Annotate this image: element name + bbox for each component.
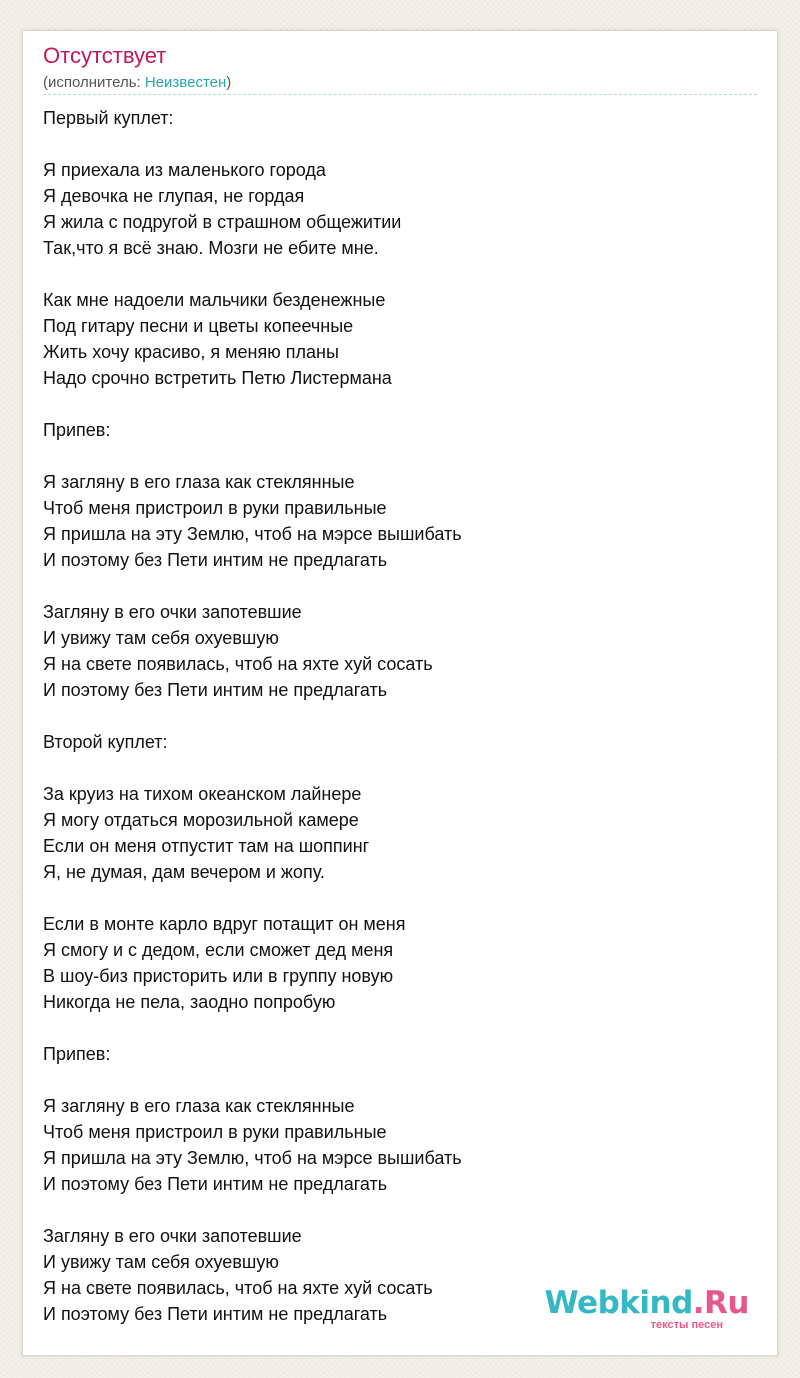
lyric-line: Загляну в его очки запотевшие [43,602,302,622]
lyric-line: Под гитару песни и цветы копеечные [43,316,354,336]
artist-link[interactable]: Неизвестен [144,74,227,91]
lyric-line: Чтоб меня пристроил в руки правильные [43,498,387,518]
lyric-line: И поэтому без Пети интим не предлагать [43,550,388,570]
logo-wordmark [544,1285,749,1321]
webkind-logo[interactable] [544,1285,749,1333]
lyric-line: Я могу отдаться морозильной камере [43,810,359,830]
lyric-line: За круиз на тихом океанском лайнере [43,784,362,804]
lyric-blank-line [43,131,755,157]
lyric-line: И увижу там себя охуевшую [43,1252,279,1272]
logo-tagline: тексты песен [650,1319,723,1331]
lyric-line: Жить хочу красиво, я меняю планы [43,342,339,362]
lyric-blank-line [43,755,755,781]
lyric-line: Припев: [43,1044,111,1064]
lyric-line: Я смогу и с дедом, если сможет дед меня [43,940,394,960]
lyric-blank-line [43,261,755,287]
lyric-line: Я загляну в его глаза как стеклянные [43,472,355,492]
artist-line [43,73,231,93]
lyric-blank-line [43,391,755,417]
lyric-line: Чтоб меня пристроил в руки правильные [43,1122,387,1142]
lyric-line: Припев: [43,420,111,440]
lyric-line: Я, не думая, дам вечером и жопу. [43,862,325,882]
lyric-line: И поэтому без Пети интим не предлагать [43,1174,388,1194]
lyric-line: Я пришла на эту Землю, чтоб на мэрсе вышибать [43,1148,462,1168]
lyric-line: Я девочка не глупая, не гордая [43,186,305,206]
lyric-line: Я на свете появилась, чтоб на яхте хуй сосать [43,654,433,674]
lyric-blank-line [43,1067,755,1093]
lyric-line: Так,что я всё знаю. Мозги не ебите мне. [43,238,379,258]
lyric-line: И увижу там себя охуевшую [43,628,279,648]
lyric-line: Никогда не пела, заодно попробую [43,992,336,1012]
lyric-line: Второй куплет: [43,732,168,752]
lyric-blank-line [43,1197,755,1223]
lyric-line: Если он меня отпустит там на шоппинг [43,836,370,856]
lyric-line: Я загляну в его глаза как стеклянные [43,1096,355,1116]
lyric-blank-line [43,885,755,911]
song-title: Отсутствует [43,43,167,68]
lyrics-card [22,30,778,1356]
lyric-line: Надо срочно встретить Петю Листермана [43,368,392,388]
lyric-line: В шоу-биз присторить или в группу новую [43,966,394,986]
lyrics-text [43,105,755,1327]
lyric-blank-line [43,1015,755,1041]
title-divider [43,94,757,95]
lyric-line: Как мне надоели мальчики безденежные [43,290,386,310]
lyric-blank-line [43,703,755,729]
lyric-blank-line [43,443,755,469]
lyric-blank-line [43,573,755,599]
lyric-line: Загляну в его очки запотевшие [43,1226,302,1246]
lyric-line: И поэтому без Пети интим не предлагать [43,680,388,700]
lyric-line: И поэтому без Пети интим не предлагать [43,1304,388,1324]
artist-prefix: (исполнитель: [43,74,145,91]
lyric-line: Я приехала из маленького города [43,160,326,180]
lyric-line: Я на свете появилась, чтоб на яхте хуй сосать [43,1278,433,1298]
lyric-line: Я пришла на эту Землю, чтоб на мэрсе вышибать [43,524,462,544]
lyric-line: Если в монте карло вдруг потащит он меня [43,914,406,934]
lyric-line: Я жила с подругой в страшном общежитии [43,212,402,232]
artist-suffix: ) [226,74,232,91]
logo-word: Webkind [544,1285,693,1321]
lyric-line: Первый куплет: [43,108,174,128]
logo-tld: .Ru [692,1285,749,1321]
